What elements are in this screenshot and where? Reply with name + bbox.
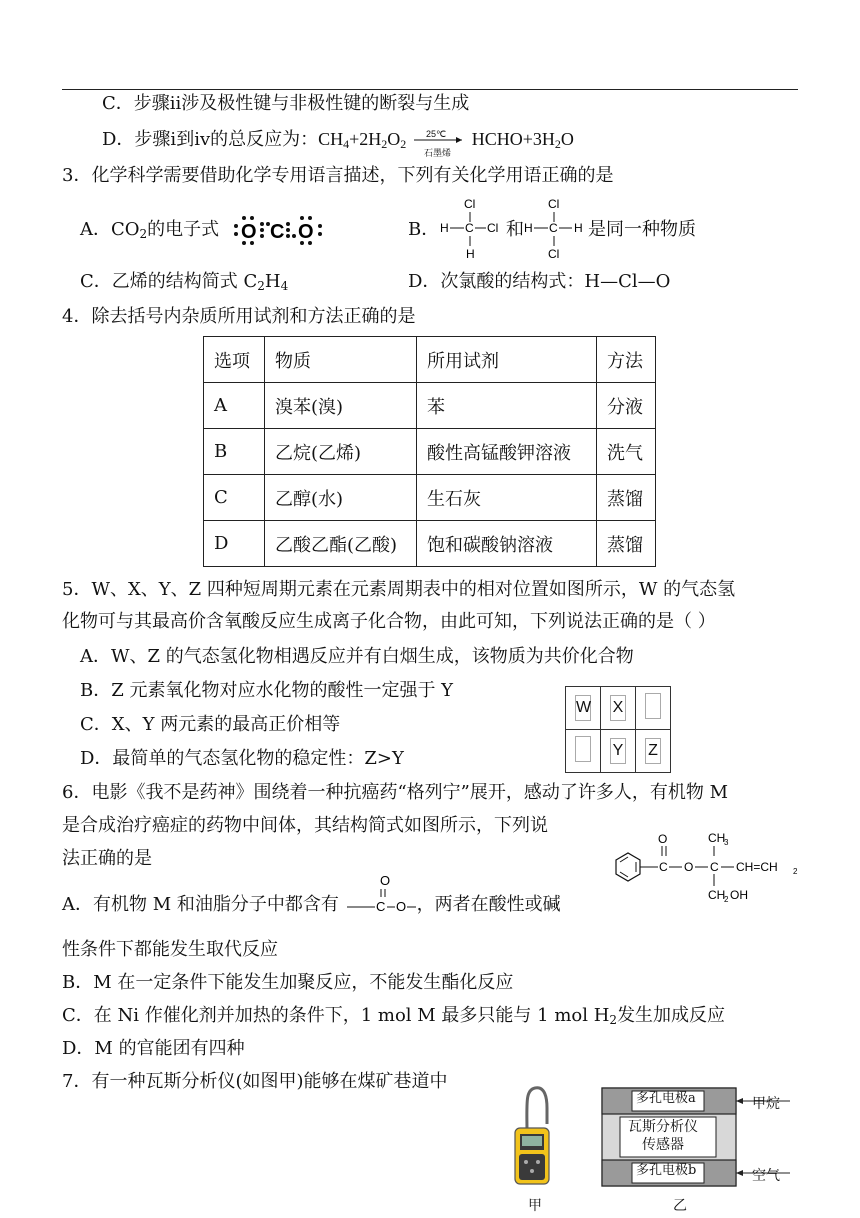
ester-group — [345, 875, 417, 917]
table-cell: 苯 — [417, 383, 597, 429]
figure-label-yi: 乙 — [673, 1198, 687, 1214]
svg-text:Cl: Cl — [487, 221, 499, 235]
q5-stem-line1: 5．W、X、Y、Z 四种短周期元素在元素周期表中的相对位置如图所示，W 的气态氢 — [62, 579, 736, 600]
q6-stem-line1: 6．电影《我不是药神》围绕着一种抗癌药“格列宁”展开，感动了许多人，有机物 M — [62, 782, 729, 803]
reaction-arrow: 25℃ 石墨烯 — [412, 130, 466, 150]
sensor-label-line1: 瓦斯分析仪 — [628, 1119, 698, 1135]
period-cell: X — [601, 687, 636, 730]
q6-option-b: B．M 在一定条件下能发生加聚反应，不能发生酯化反应 — [62, 972, 514, 993]
dichloromethane-structure-1 — [440, 196, 504, 262]
svg-text:C: C — [270, 221, 285, 243]
table-cell: 蒸馏 — [597, 521, 656, 567]
q6-option-a-line2: 性条件下都能发生取代反应 — [62, 939, 278, 960]
table-cell: 溴苯(溴) — [265, 383, 417, 429]
co2-electron-formula — [232, 212, 324, 248]
svg-text:Cl: Cl — [548, 247, 560, 261]
table-cell: 洗气 — [597, 429, 656, 475]
electrode-a-label: 多孔电极a — [636, 1091, 696, 1106]
table-cell: 饱和碳酸钠溶液 — [417, 521, 597, 567]
table-cell: 蒸馏 — [597, 475, 656, 521]
svg-text:H: H — [440, 221, 449, 235]
header-rule — [62, 89, 798, 90]
q6-option-d: D．M 的官能团有四种 — [62, 1038, 245, 1059]
table-header-row — [204, 337, 656, 383]
svg-text:2: 2 — [724, 895, 729, 904]
table-cell: 酸性高锰酸钾溶液 — [417, 429, 597, 475]
svg-text:Cl: Cl — [548, 197, 560, 211]
period-cell — [566, 730, 601, 773]
table-cell: C — [204, 475, 265, 521]
svg-text:C: C — [659, 860, 668, 874]
period-cell: W — [566, 687, 601, 730]
table-cell: 分液 — [597, 383, 656, 429]
svg-text:O: O — [395, 899, 406, 914]
table-cell: A — [204, 383, 265, 429]
q3-option-c: C．乙烯的结构简式 $C_2H_4$ — [80, 271, 289, 293]
table-cell: 乙酸乙酯(乙酸) — [265, 521, 417, 567]
q7-stem: 7．有一种瓦斯分析仪(如图甲)能够在煤矿巷道中 — [62, 1071, 448, 1092]
table-row — [204, 475, 656, 521]
svg-text:H: H — [466, 247, 475, 261]
electrode-b-label: 多孔电极b — [636, 1163, 697, 1178]
table-header: 选项 — [204, 337, 265, 383]
svg-text:O: O — [684, 860, 694, 874]
q5-option-b: B．Z 元素氧化物对应水化物的酸性一定强于 Y — [80, 680, 454, 701]
q6-stem-line3: 法正确的是 — [62, 848, 152, 869]
period-cell: Y — [601, 730, 636, 773]
svg-text:3: 3 — [724, 838, 729, 847]
q3-option-d: D．次氯酸的结构式：H—Cl—O — [408, 271, 671, 292]
q4-table — [203, 336, 656, 567]
q5-stem-line2: 化物可与其最高价含氧酸反应生成离子化合物，由此可知，下列说法正确的是（ ） — [62, 611, 716, 632]
dichloromethane-structure-2 — [524, 196, 588, 262]
q3-option-b-and: 和 — [506, 219, 524, 240]
svg-text:CH: CH — [708, 888, 726, 902]
q3-option-a: A．$CO_2$的电子式 — [80, 219, 220, 241]
air-label: 空气 — [752, 1168, 780, 1184]
q3-stem: 3．化学科学需要借助化学专用语言描述，下列有关化学用语正确的是 — [62, 165, 614, 186]
table-row — [204, 429, 656, 475]
table-cell: 乙醇(水) — [265, 475, 417, 521]
q6-stem-line2: 是合成治疗癌症的药物中间体，其结构简式如图所示，下列说 — [62, 815, 548, 836]
svg-text:O: O — [298, 221, 314, 243]
q2-option-c: C．步骤ⅱ涉及极性键与非极性键的断裂与生成 — [102, 93, 470, 114]
svg-text:C: C — [549, 221, 558, 235]
gas-analyzer-device-illustration — [505, 1084, 565, 1194]
q5-option-d: D．最简单的气态氢化物的稳定性：Z>Y — [80, 748, 404, 769]
q5-option-a: A．W、Z 的气态氢化物相遇反应并有白烟生成，该物质为共价化合物 — [80, 646, 634, 667]
svg-text:C: C — [375, 899, 385, 914]
svg-text:H: H — [524, 221, 533, 235]
table-header: 物质 — [265, 337, 417, 383]
svg-text:O: O — [658, 832, 668, 846]
svg-text:CH=CH: CH=CH — [736, 860, 778, 874]
q3-option-b-prefix: B． — [408, 219, 440, 240]
table-row — [204, 383, 656, 429]
svg-text:Cl: Cl — [464, 197, 476, 211]
q5-option-c: C．X、Y 两元素的最高正价相等 — [80, 714, 341, 735]
svg-text:2: 2 — [793, 867, 798, 876]
table-row — [204, 521, 656, 567]
period-cell: Z — [636, 730, 671, 773]
period-cell — [636, 687, 671, 730]
figure-label-jia: 甲 — [528, 1198, 542, 1214]
table-cell: 乙烷(乙烯) — [265, 429, 417, 475]
molecule-m-structure — [604, 826, 800, 910]
table-cell: B — [204, 429, 265, 475]
q2-option-d: D．步骤ⅰ到ⅳ的总反应为：$CH_4+2H_2O_2$ 25℃ 石墨烯 $HCHO+3H_2O$ — [102, 129, 574, 158]
svg-text:O: O — [379, 875, 390, 888]
table-header: 所用试剂 — [417, 337, 597, 383]
svg-text:C: C — [465, 221, 474, 235]
q6-option-a-line1: A．有机物 M 和油脂分子中都含有 O C O ，两者在酸性或碱 — [62, 875, 561, 915]
methane-label: 甲烷 — [752, 1096, 780, 1112]
table-cell: D — [204, 521, 265, 567]
svg-text:H: H — [574, 221, 583, 235]
periodic-table-fragment — [565, 686, 671, 773]
sensor-label-line2: 传感器 — [642, 1137, 684, 1153]
q4-stem: 4．除去括号内杂质所用试剂和方法正确的是 — [62, 306, 416, 327]
svg-text:CH: CH — [708, 831, 726, 845]
table-header: 方法 — [597, 337, 656, 383]
svg-text:O: O — [241, 221, 257, 243]
svg-text:OH: OH — [730, 888, 748, 902]
q3-option-b-suffix: 是同一种物质 — [588, 219, 696, 240]
table-cell: 生石灰 — [417, 475, 597, 521]
svg-text:C: C — [710, 860, 719, 874]
q6-option-c: C．在 Ni 作催化剂并加热的条件下，1 mol M 最多只能与 1 mol $H_2$发生加成反应 — [62, 1005, 726, 1027]
